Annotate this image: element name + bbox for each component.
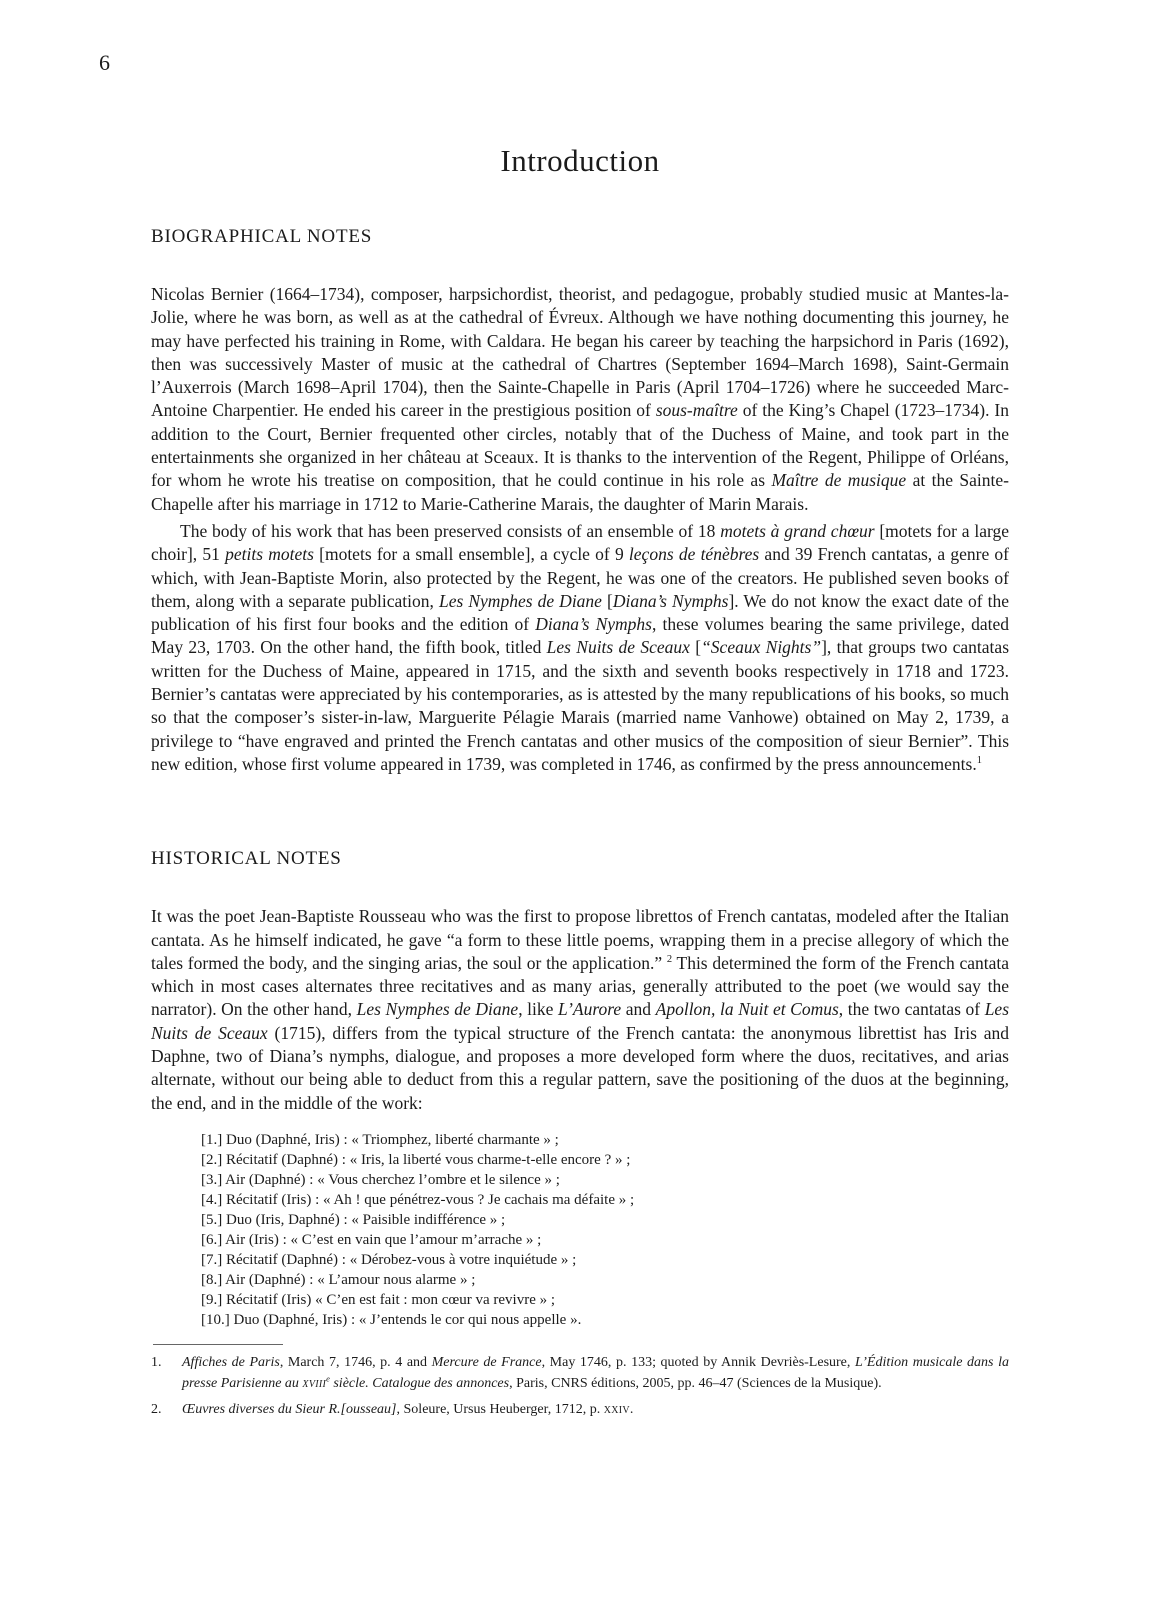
footnote-number: 2. [151, 1401, 162, 1417]
page-title: Introduction [500, 143, 660, 178]
cantata-list-item-10: [10.] Duo (Daphné, Iris) : « J’entends le cor qui nous appelle ». [201, 1311, 582, 1328]
page-number: 6 [99, 50, 110, 75]
cantata-list-item-6: [6.] Air (Iris) : « C’est en vain que l’amour m’arrache » ; [201, 1231, 542, 1248]
paragraph-biographical-1: Nicolas Bernier (1664–1734), composer, harpsichordist, theorist, and pedagogue, probably studied music at Mantes-la-Jolie, where he was born, as well as at the cathedral of Évreux. Although we have nothing documenting this journey, he may have perfected his training in Rome, with Caldara. He began his career by teaching the harpsichord in Paris (1692), then was successively Master of music at the cathedral of Chartres (September 1694–March 1698), Saint-Germain l’Auxerrois (March 1698–April 1704), then the Sainte-Chapelle in Paris (April 1704–1726) where he succeeded Marc-Antoine Charpentier. He ended his career in the prestigious position of sous-maître of the King’s Chapel (1723–1734). In addition to the Court, Bernier frequented other circles, notably that of the Duchess of Maine, and took part in the entertainments she organized in her château at Sceaux. It is thanks to the intervention of the Regent, Philippe of Orléans, for whom he wrote his treatise on composition, that he could continue in his role as Maître de musique at the Sainte-Chapelle after his marriage in 1712 to Marie-Catherine Marais, the daughter of Marin Marais. [151, 284, 1010, 514]
footnote-text: Œuvres diverses du Sieur R.[ousseau], Soleure, Ursus Heuberger, 1712, p. xxiv. [182, 1401, 634, 1417]
cantata-structure-list [151, 1130, 1009, 1330]
section-heading-biographical: BIOGRAPHICAL NOTES [151, 226, 373, 247]
page-content [151, 0, 1009, 1420]
footnote-1 [151, 1352, 1009, 1394]
cantata-list-item-7: [7.] Récitatif (Daphné) : « Dérobez-vous à votre inquiétude » ; [201, 1251, 577, 1268]
paragraph-biographical-2: The body of his work that has been preserved consists of an ensemble of 18 motets à grand chœur [motets for a large choir], 51 petits motets [motets for a small ensemble], a cycle of 9 leçons de ténèbres and 39 French cantatas, a genre of which, with Jean-Baptiste Morin, also protected by the Regent, he was one of the creators. He published seven books of them, along with a separate publication, Les Nymphes de Diane [Diana’s Nymphs]. We do not know the exact date of the publication of his first four books and the edition of Diana’s Nymphs, these volumes bearing the same privilege, dated May 23, 1703. On the other hand, the fifth book, titled Les Nuits de Sceaux [“Sceaux Nights”], that groups two cantatas written for the Duchess of Maine, appeared in 1715, and the sixth and seventh books respectively in 1718 and 1723. Bernier’s cantatas were appreciated by his contemporaries, as is attested by the many republications of his books, so much so that the composer’s sister-in-law, Marguerite Pélagie Marais (married name Vanhowe) obtained on May 2, 1739, a privilege to “have engraved and printed the French cantatas and other musics of the composition of sieur Bernier”. This new edition, whose first volume appeared in 1739, was completed in 1746, as confirmed by the press announcements.$^1$ [151, 520, 1010, 774]
cantata-list-item-3: [3.] Air (Daphné) : « Vous cherchez l’ombre et le silence » ; [201, 1171, 560, 1188]
cantata-list-item-8: [8.] Air (Daphné) : « L’amour nous alarme » ; [201, 1271, 476, 1288]
cantata-list-item-1: [1.] Duo (Daphné, Iris) : « Triomphez, liberté charmante » ; [201, 1131, 559, 1148]
footnotes-block [151, 1344, 1009, 1420]
footnote-text: Affiches de Paris, March 7, 1746, p. 4 and Mercure de France, May 1746, p. 133; quoted by Annik Devriès-Lesure, L’Édition musicale dans la presse Parisienne au xviii$^e$ siècle. Catalogue des annonces, Paris, CNRS éditions, 2005, pp. 46–47 (Sciences de la Musique). [182, 1354, 1009, 1391]
footnote-number: 1. [151, 1354, 162, 1370]
footnote-2 [151, 1399, 1009, 1420]
cantata-list-item-5: [5.] Duo (Iris, Daphné) : « Paisible indifférence » ; [201, 1211, 506, 1228]
footnote-separator [153, 1344, 283, 1345]
paragraph-historical-1: It was the poet Jean-Baptiste Rousseau who was the first to propose librettos of French cantatas, modeled after the Italian cantata. As he himself indicated, he gave “a form to these little poems, wrapping them in a precise allegory of which the tales formed the body, and the singing arias, the soul or the application.” $^2$ This determined the form of the French cantata which in most cases alternates three recitatives and as many arias, generally attributed to the poet (we would say the narrator). On the other hand, Les Nymphes de Diane, like L’Aurore and Apollon, la Nuit et Comus, the two cantatas of Les Nuits de Sceaux (1715), differs from the typical structure of the French cantata: the anonymous librettist has Iris and Daphne, two of Diana’s nymphs, dialogue, and proposes a more developed form where the duos, recitatives, and arias alternate, without our being able to deduct from this a regular pattern, save the positioning of the duos at the beginning, the end, and in the middle of the work: [151, 906, 1009, 1113]
section-heading-historical: HISTORICAL NOTES [151, 848, 342, 870]
cantata-list-item-2: [2.] Récitatif (Daphné) : « Iris, la liberté vous charme-t-elle encore ? » ; [201, 1151, 631, 1168]
cantata-list-item-4: [4.] Récitatif (Iris) : « Ah ! que pénétrez-vous ? Je cachais ma défaite » ; [201, 1191, 635, 1208]
cantata-list-item-9: [9.] Récitatif (Iris) « C’en est fait : mon cœur va revivre » ; [201, 1291, 556, 1308]
